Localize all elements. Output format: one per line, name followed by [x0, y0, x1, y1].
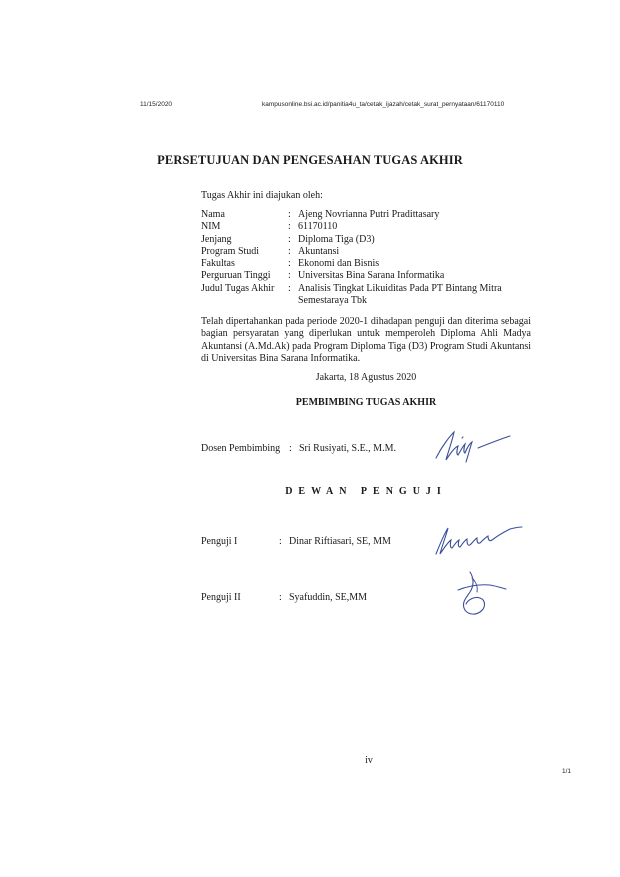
field-value: Ajeng Novrianna Putri Pradittasary: [298, 209, 440, 220]
examiner-2-signature: [452, 568, 512, 618]
field-label: Fakultas: [201, 258, 235, 270]
field-label: Program Studi: [201, 245, 260, 257]
field-value: Ekonomi dan Bisnis: [298, 258, 380, 270]
field-label: NIM: [201, 221, 221, 233]
field-label: Judul Tugas Akhir: [201, 282, 275, 294]
field-row-name: [201, 209, 531, 221]
place-date: Jakarta, 18 Agustus 2020: [315, 372, 417, 383]
examiner-colon: :: [279, 536, 282, 547]
field-colon: :: [288, 221, 291, 233]
thesis-title-line-1: Analisis Tingkat Likuiditas Pada PT Bintang Mitra: [298, 282, 502, 294]
print-date: 11/15/2020: [140, 101, 173, 108]
field-value: Diploma Tiga (D3): [298, 233, 375, 245]
field-value: Akuntansi: [298, 245, 340, 257]
field-value-multiline: [298, 283, 531, 308]
field-row-faculty: [201, 258, 531, 270]
field-value: 61170110: [298, 221, 338, 233]
print-url: kampusonline.bsi.ac.id/panitia4u_ta/cetak_ijazah/cetak_surat_pernyataan/61170110: [262, 101, 505, 108]
page-count: 1/1: [562, 768, 572, 775]
document-title: PERSETUJUAN DAN PENGESAHAN TUGAS AKHIR: [157, 153, 463, 167]
examiner-label: Penguji II: [201, 592, 241, 603]
field-row-thesis-title: [201, 283, 531, 308]
field-label: Nama: [201, 209, 225, 220]
field-colon: :: [288, 270, 291, 282]
field-label: Perguruan Tinggi: [201, 270, 271, 282]
field-row-level: [201, 234, 531, 246]
supervisor-label: Dosen Pembimbing: [201, 443, 281, 454]
field-colon: :: [288, 245, 291, 257]
field-label: Jenjang: [201, 233, 232, 245]
examiner-row-2: [201, 592, 367, 603]
supervisor-row: [201, 443, 396, 454]
intro-text: Tugas Akhir ini diajukan oleh:: [201, 190, 323, 201]
supervisor-name: Sri Rusiyati, S.E., M.M.: [299, 443, 396, 454]
field-row-university: [201, 270, 531, 282]
supervisor-heading: PEMBIMBING TUGAS AKHIR: [295, 397, 437, 408]
examiner-name: Dinar Riftiasari, SE, MM: [289, 536, 391, 547]
thesis-title-line-2: Semestaraya Tbk: [298, 295, 367, 307]
supervisor-signature: [432, 428, 514, 464]
field-row-program: [201, 246, 531, 258]
examiners-heading: DEWAN PENGUJI: [285, 486, 447, 497]
field-colon: :: [288, 282, 291, 294]
student-info: [201, 209, 531, 307]
field-colon: :: [288, 209, 291, 220]
examiner-name: Syafuddin, SE,MM: [289, 592, 368, 603]
field-value: Universitas Bina Sarana Informatika: [298, 270, 445, 282]
supervisor-colon: :: [289, 443, 292, 454]
examiner-colon: :: [279, 592, 282, 603]
field-colon: :: [288, 258, 291, 270]
examiner-1-signature: [430, 524, 526, 558]
field-colon: :: [288, 233, 291, 245]
field-row-nim: [201, 221, 531, 233]
page-number: iv: [365, 755, 373, 766]
examiner-row-1: [201, 536, 391, 547]
examiner-label: Penguji I: [201, 536, 238, 547]
approval-paragraph: Telah dipertahankan pada periode 2020-1 dihadapan penguji dan diterima sebagai bagian persyaratan yang diperlukan untuk memperoleh Diploma Ahli Madya Akuntansi (A.Md.Ak) pada Program Diploma Tiga (D3) Program Studi Akuntansi di Universitas Bina Sarana Informatika.: [201, 316, 531, 364]
